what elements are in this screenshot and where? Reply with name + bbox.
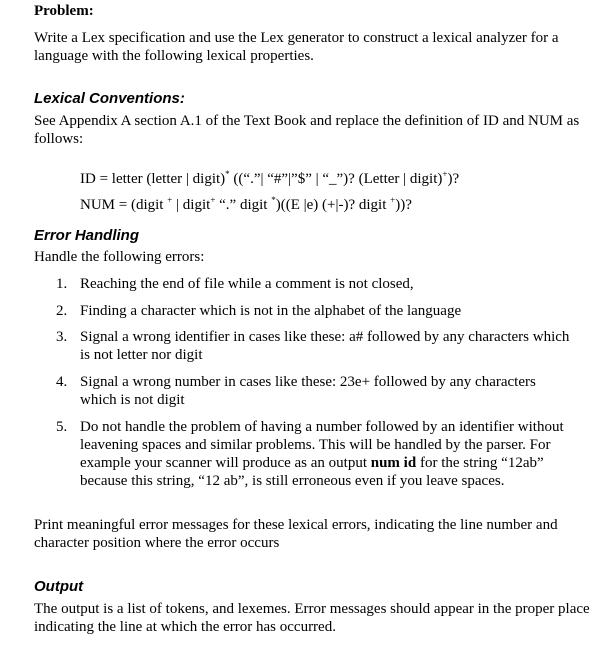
output-heading: Output [34, 578, 84, 595]
num-definition [80, 196, 600, 214]
list-item [56, 373, 576, 409]
list-item-number: 5. [56, 419, 68, 435]
id-definition [80, 170, 600, 188]
num-def-plus: + [210, 195, 216, 205]
list-item-text: Reaching the end of file while a comment is not closed, [80, 276, 414, 292]
id-def-star: * [225, 169, 230, 179]
problem-title: Problem: [34, 3, 94, 19]
num-def-part: “.” digit [215, 197, 272, 213]
list-item-number: 4. [56, 374, 68, 390]
lexical-conventions-heading: Lexical Conventions: [34, 90, 185, 107]
num-def-part: ))? [395, 197, 412, 213]
list-item-text: Finding a character which is not in the alphabet of the language [80, 303, 462, 319]
list-item-number: 3. [56, 329, 68, 345]
list-item-text: Signal a wrong identifier in cases like these: a# followed by any characters which is not letter nor digit [80, 329, 570, 363]
problem-text: Write a Lex specification and use the Lex generator to construct a lexical analyzer for a language with the following lexical properties. [34, 30, 559, 64]
lexical-intro: See Appendix A section A.1 of the Text Book and replace the definition of ID and NUM as follows: [34, 113, 580, 147]
list-item-number: 1. [56, 276, 68, 292]
list-item-number: 2. [56, 303, 68, 319]
num-def-star: * [271, 195, 276, 205]
id-def-part: ID = letter (letter | digit) [80, 171, 226, 187]
id-def-part: )? [447, 171, 460, 187]
error-intro: Handle the following errors: [34, 249, 205, 265]
num-def-plus: + [390, 195, 396, 205]
output-text: The output is a list of tokens, and lexemes. Error messages should appear in the proper place indicating the line at which the error has occurred. [34, 601, 590, 635]
list-item-bold-term: num id [370, 455, 417, 471]
error-closing-text: Print meaningful error messages for these lexical errors, indicating the line number and character position where the error occurs [34, 517, 558, 551]
num-def-part: NUM = (digit [80, 197, 168, 213]
num-def-part: | digit [172, 197, 211, 213]
num-def-plus: + [167, 195, 173, 205]
list-item-text [80, 418, 576, 490]
list-item-text: Signal a wrong number in cases like these: 23e+ followed by any characters which is not digit [80, 374, 536, 408]
num-def-part: )((E |e) (+|-)? digit [275, 197, 391, 213]
list-item-text-part: Do not handle the problem of having a number followed by an identifier without leavening spaces and similar problems. This will be handled by the parser. For example your scanner will produce as an output [80, 419, 564, 471]
list-item [56, 418, 576, 490]
error-handling-heading: Error Handling [34, 227, 140, 244]
list-item [56, 302, 576, 320]
id-def-part: ((“.”| “#”|”$” | “_”)? (Letter | digit) [229, 171, 443, 187]
id-def-plus: + [442, 169, 448, 179]
list-item [56, 275, 576, 293]
list-item [56, 328, 576, 364]
list-item-text-part: for the string “12ab” because this string, “12 ab”, is still erroneous even if you leave spaces. [80, 455, 544, 489]
